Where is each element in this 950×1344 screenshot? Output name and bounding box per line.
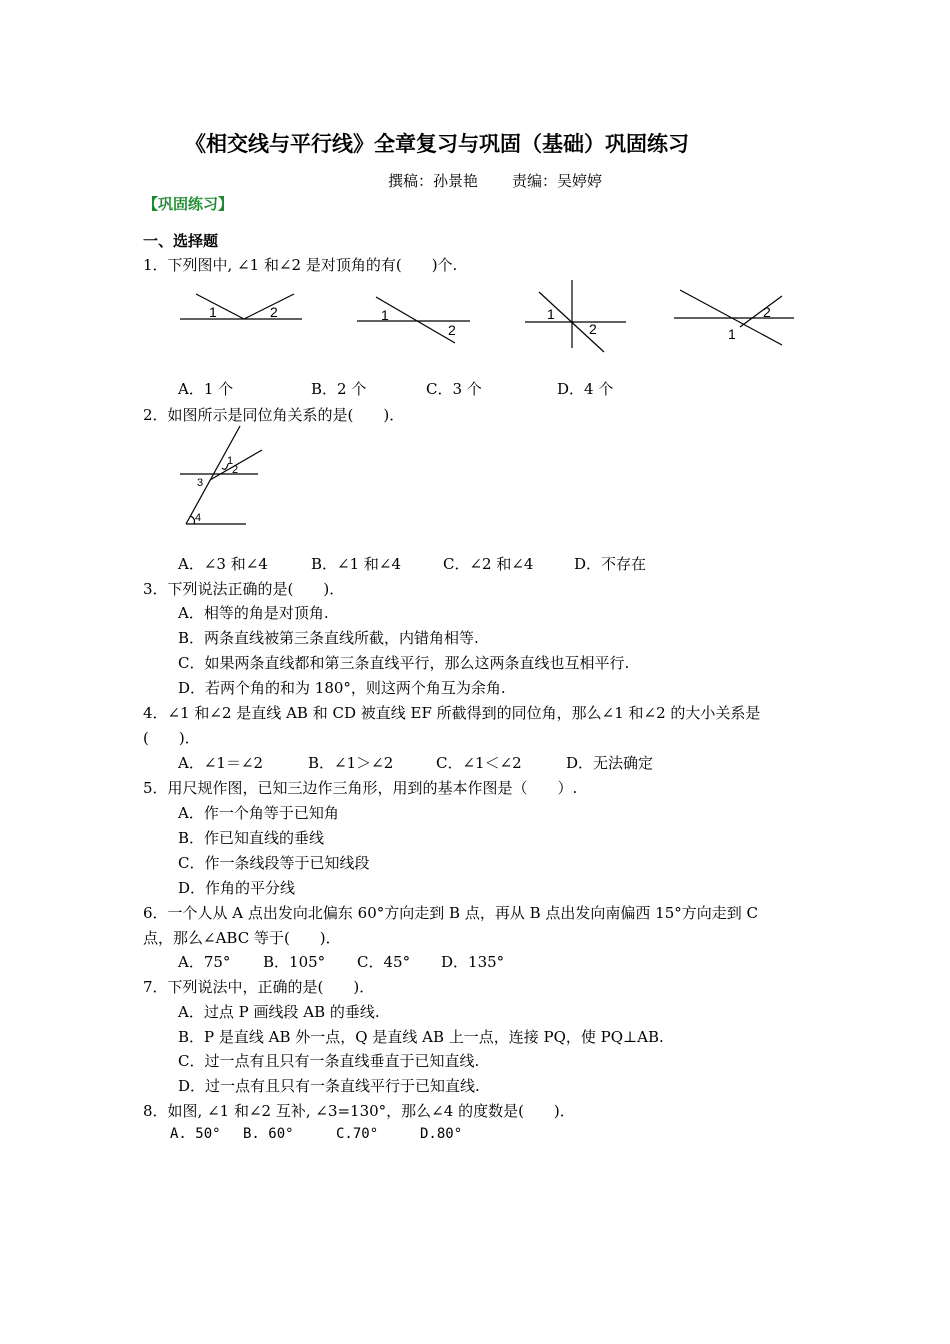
- section-header: 【巩固练习】: [143, 195, 234, 213]
- q4-option-a: A．∠1＝∠2: [178, 754, 264, 772]
- q3-option-c: C．如果两条直线都和第三条直线平行，那么这两条直线也互相平行.: [178, 654, 630, 672]
- q8-option-b: B. 60°: [243, 1126, 294, 1142]
- q1-figure-a-label-1: 1: [209, 304, 217, 320]
- q1-figure-a-label-2: 2: [270, 304, 278, 320]
- q2-option-a: A．∠3 和∠4: [178, 555, 268, 573]
- q7-option-a: A．过点 P 画线段 AB 的垂线.: [178, 1003, 380, 1021]
- q6-option-b: B．105°: [263, 953, 326, 971]
- q1-option-d: D．4 个: [557, 380, 614, 398]
- question-4-stem-line-1: 4．∠1 和∠2 是直线 AB 和 CD 被直线 EF 所截得到的同位角，那么∠1 和∠2 的大小关系是: [143, 704, 761, 722]
- question-5-stem: 5．用尺规作图，已知三边作三角形，用到的基本作图是（ ）.: [143, 779, 578, 797]
- q7-option-b: B．P 是直线 AB 外一点，Q 是直线 AB 上一点，连接 PQ，使 PQ⊥AB.: [178, 1028, 664, 1046]
- editor-credit: 责编：吴婷婷: [512, 172, 603, 190]
- q2-figure-label-1: 1: [227, 455, 234, 467]
- q1-figure-b-label-2: 2: [448, 322, 456, 338]
- q1-figure-d-label-2: 2: [763, 304, 771, 320]
- q7-option-c: C．过一点有且只有一条直线垂直于已知直线.: [178, 1052, 480, 1070]
- question-8-stem: 8．如图, ∠1 和∠2 互补, ∠3=130°，那么∠4 的度数是( )．: [143, 1102, 575, 1120]
- q1-figure-b-label-1: 1: [381, 307, 389, 323]
- q5-option-b: B．作已知直线的垂线: [178, 829, 325, 847]
- q2-figure-label-3: 3: [197, 477, 204, 489]
- q2-figure-label-4: 4: [195, 512, 202, 524]
- question-1-stem: 1．下列图中, ∠1 和∠2 是对顶角的有( )个.: [143, 256, 458, 274]
- q3-option-d: D．若两个角的和为 180°，则这两个角互为余角.: [178, 679, 506, 697]
- q3-option-a: A．相等的角是对顶角.: [178, 604, 329, 622]
- q2-option-b: B．∠1 和∠4: [311, 555, 402, 573]
- q2-option-c: C．∠2 和∠4: [443, 555, 534, 573]
- q5-option-d: D．作角的平分线: [178, 879, 296, 897]
- q5-option-c: C．作一条线段等于已知线段: [178, 854, 370, 872]
- q8-option-a: A. 50°: [170, 1126, 221, 1142]
- q4-option-b: B．∠1＞∠2: [308, 754, 394, 772]
- q6-option-d: D．135°: [441, 953, 505, 971]
- q8-option-d: D.80°: [420, 1126, 463, 1142]
- q1-figure-d-label-1: 1: [728, 326, 736, 342]
- q3-option-b: B．两条直线被第三条直线所截，内错角相等.: [178, 629, 479, 647]
- q7-option-d: D．过一点有且只有一条直线平行于已知直线.: [178, 1077, 480, 1095]
- page-title: 《相交线与平行线》全章复习与巩固（基础）巩固练习: [185, 132, 689, 156]
- question-2-stem: 2．如图所示是同位角关系的是( )．: [143, 406, 405, 424]
- question-6-stem-line-1: 6．一个人从 A 点出发向北偏东 60°方向走到 B 点，再从 B 点出发向南偏西 15°方向走到 C: [143, 904, 758, 922]
- q2-figure-label-2: 2: [232, 464, 239, 476]
- section-title: 一、选择题: [143, 232, 219, 250]
- q1-figure-c: [525, 280, 626, 352]
- q6-option-c: C．45°: [357, 953, 411, 971]
- q8-option-c: C.70°: [336, 1126, 379, 1142]
- q4-option-c: C．∠1＜∠2: [436, 754, 522, 772]
- question-3-stem: 3．下列说法正确的是( )．: [143, 580, 345, 598]
- q1-figure-c-label-1: 1: [547, 306, 555, 322]
- q1-figure-a: [180, 294, 302, 319]
- q6-option-a: A．75°: [178, 953, 231, 971]
- question-2-figure: [160, 420, 280, 535]
- question-7-stem: 7．下列说法中，正确的是( )．: [143, 978, 375, 996]
- author-credit: 撰稿：孙景艳: [388, 172, 479, 190]
- q4-option-d: D．无法确定: [566, 754, 654, 772]
- question-6-stem-line-2: 点，那么∠ABC 等于( )．: [143, 929, 341, 947]
- q1-option-a: A．1 个: [178, 380, 234, 398]
- q1-option-b: B．2 个: [311, 380, 367, 398]
- q5-option-a: A．作一个角等于已知角: [178, 804, 339, 822]
- q2-option-d: D．不存在: [574, 555, 647, 573]
- question-4-stem-line-2: ( )．: [143, 729, 200, 747]
- question-1-figures: [0, 275, 950, 375]
- q1-figure-c-label-2: 2: [589, 321, 597, 337]
- q1-option-c: C．3 个: [426, 380, 482, 398]
